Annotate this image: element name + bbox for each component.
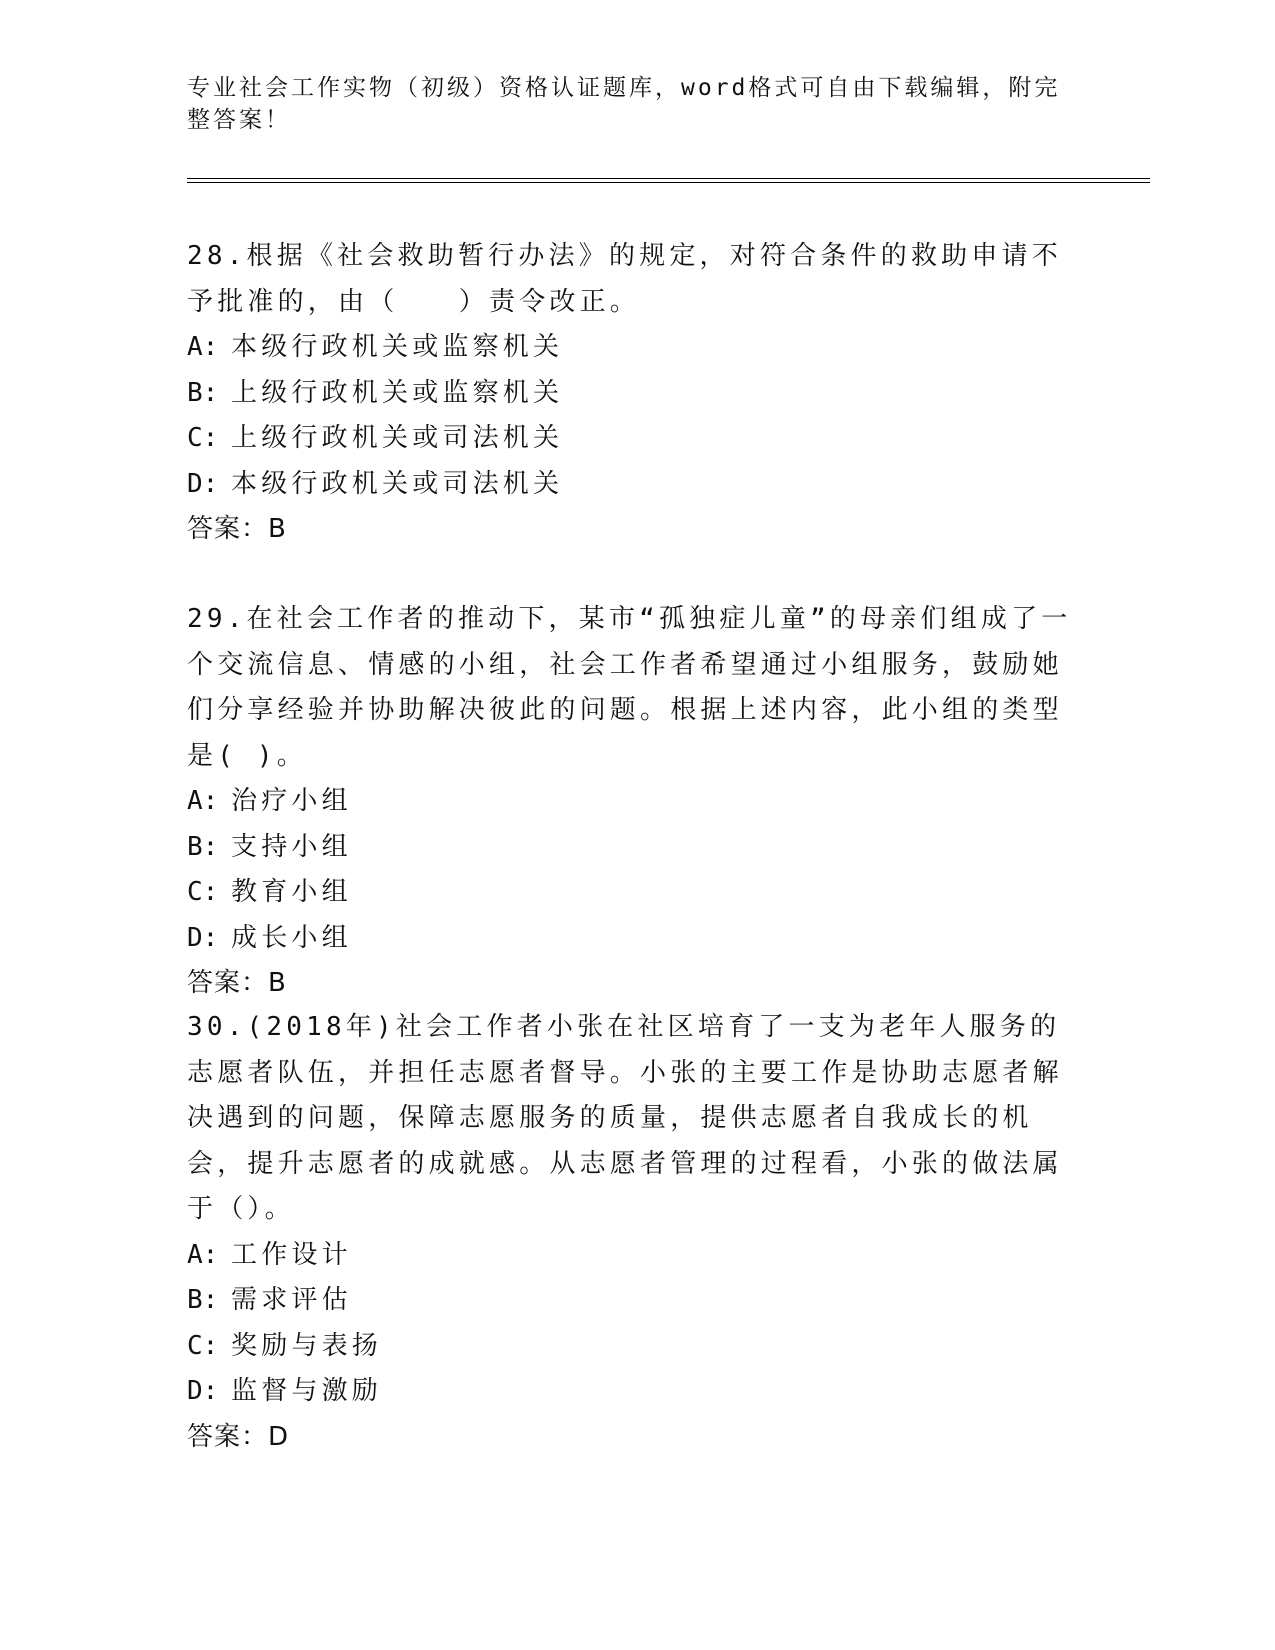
option-a xyxy=(187,779,1087,825)
option-d xyxy=(187,462,1087,508)
option-b xyxy=(187,1278,1087,1324)
answer-line: 答案：D xyxy=(187,1421,290,1452)
option-b xyxy=(187,371,1087,417)
answer-line: 答案：B xyxy=(187,514,287,544)
option-key: B: xyxy=(187,831,219,862)
question-stem: 30.(2018年)社会工作者小张在社区培育了一支为老年人服务的志愿者队伍，并担任志愿者督导。小张的主要工作是协助志愿者解决遇到的问题，保障志愿服务的质量，提供志愿者自我成长的机会，提升志愿者的成就感。从志愿者管理的过程看，小张的做法属于（）。 xyxy=(187,1012,1063,1224)
option-text: 监督与激励 xyxy=(231,1376,383,1406)
option-key: A: xyxy=(187,786,219,816)
option-text: 工作设计 xyxy=(231,1239,352,1270)
question-stem: 29.在社会工作者的推动下，某市“孤独症儿童”的母亲们组成了一个交流信息、情感的小组，社会工作者希望通过小组服务，鼓励她们分享经验并协助解决彼此的问题。根据上述内容，此小组的类型是( )。 xyxy=(187,604,1072,771)
option-text: 治疗小组 xyxy=(231,786,352,816)
option-text: 支持小组 xyxy=(231,831,352,862)
answer-line: 答案：B xyxy=(187,968,287,998)
question-stem: 28.根据《社会救助暂行办法》的规定，对符合条件的救助申请不予批准的，由（ ）责令改正。 xyxy=(187,241,1062,317)
option-c xyxy=(187,870,1087,916)
option-text: 教育小组 xyxy=(231,877,352,907)
option-d xyxy=(187,916,1087,962)
question-28 xyxy=(187,234,1087,553)
option-text: 奖励与表扬 xyxy=(231,1330,383,1361)
option-key: C: xyxy=(187,423,219,453)
option-key: A: xyxy=(187,1239,219,1270)
option-key: D: xyxy=(187,922,219,953)
option-c xyxy=(187,1324,1087,1370)
option-key: A: xyxy=(187,332,219,362)
option-text: 成长小组 xyxy=(231,922,352,953)
option-text: 上级行政机关或司法机关 xyxy=(231,423,564,453)
header-divider xyxy=(187,178,1150,183)
option-key: B: xyxy=(187,377,219,408)
option-key: D: xyxy=(187,1376,219,1406)
document-header: 专业社会工作实物（初级）资格认证题库，word格式可自由下载编辑，附完整答案！ xyxy=(187,75,1061,133)
option-text: 本级行政机关或监察机关 xyxy=(231,332,564,362)
question-30 xyxy=(187,1005,1087,1460)
option-a xyxy=(187,325,1087,371)
option-text: 上级行政机关或监察机关 xyxy=(231,377,564,408)
option-d xyxy=(187,1369,1087,1415)
option-key: D: xyxy=(187,468,219,499)
question-29 xyxy=(187,597,1087,1007)
option-a xyxy=(187,1233,1087,1279)
option-key: C: xyxy=(187,877,219,907)
option-key: B: xyxy=(187,1285,219,1315)
option-text: 需求评估 xyxy=(231,1285,352,1315)
option-key: C: xyxy=(187,1330,219,1361)
option-c xyxy=(187,416,1087,462)
option-text: 本级行政机关或司法机关 xyxy=(231,468,564,499)
option-b xyxy=(187,825,1087,871)
